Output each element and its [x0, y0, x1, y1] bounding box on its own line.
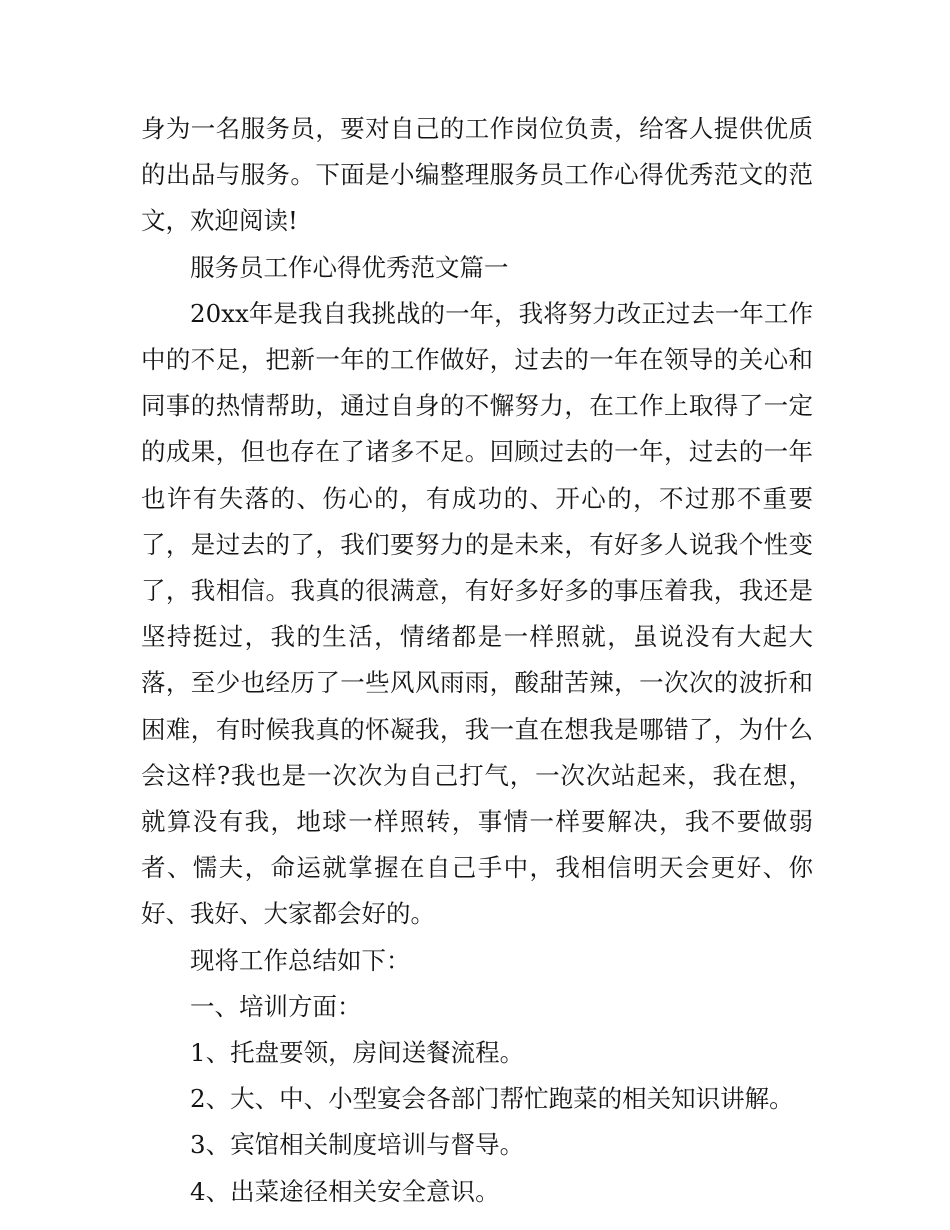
training-item: 1、托盘要领，房间送餐流程。 — [190, 1038, 525, 1068]
document-body — [141, 106, 813, 1215]
training-item: 3、宾馆相关制度培训与督导。 — [190, 1130, 525, 1160]
section-title: 服务员工作心得优秀范文篇一 — [190, 252, 509, 282]
training-item: 4、出菜途径相关安全意识。 — [190, 1176, 500, 1206]
training-heading: 一、培训方面： — [190, 991, 362, 1021]
summary-intro: 现将工作总结如下： — [190, 945, 411, 975]
body-paragraph: 20xx年是我自我挑战的一年，我将努力改正过去一年工作中的不足，把新一年的工作做好，过去的一年在领导的关心和同事的热情帮助，通过自身的不懈努力，在工作上取得了一定的成果，但也存在了诸多不足。回顾过去的一年，过去的一年也许有失落的、伤心的，有成功的、开心的，不过那不重要了，是过去的了，我们要努力的是未来，有好多人说我个性变了，我相信。我真的很满意，有好多好多的事压着我，我还是坚持挺过，我的生活，情绪都是一样照就，虽说没有大起大落，至少也经历了一些风风雨雨，酸甜苦辣，一次次的波折和困难，有时候我真的怀凝我，我一直在想我是哪错了，为什么会这样?我也是一次次为自己打气，一次次站起来，我在想，就算没有我，地球一样照转，事情一样要解决，我不要做弱者、懦夫，命运就掌握在自己手中，我相信明天会更好、你好、我好、大家都会好的。 — [141, 298, 813, 929]
intro-paragraph: 身为一名服务员，要对自己的工作岗位负责，给客人提供优质的出品与服务。下面是小编整理服务员工作心得优秀范文的范文，欢迎阅读! — [141, 114, 813, 236]
training-item: 2、大、中、小型宴会各部门帮忙跑菜的相关知识讲解。 — [190, 1084, 794, 1114]
